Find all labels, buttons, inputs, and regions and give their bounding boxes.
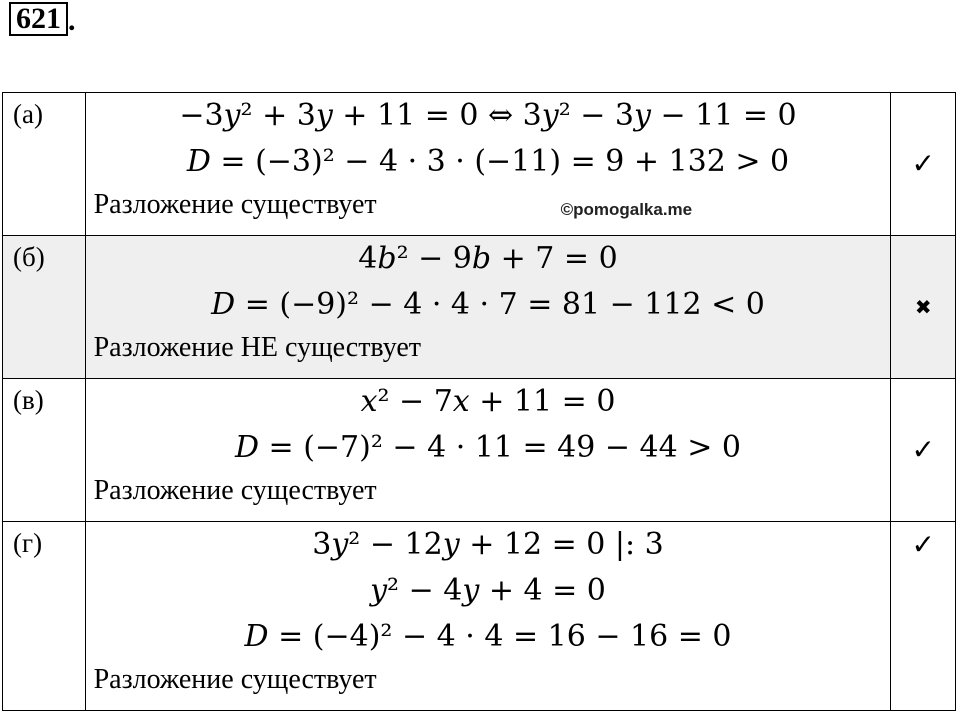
row-label: (а) bbox=[3, 93, 86, 236]
solution-table bbox=[2, 92, 956, 711]
equation-line: 𝑥² − 7𝑥 + 11 = 0 bbox=[360, 384, 616, 419]
conclusion-text: Разложение НЕ существует bbox=[93, 332, 421, 363]
conclusion-text: Разложение существует bbox=[93, 475, 377, 506]
cross-icon: ✖ bbox=[891, 236, 956, 379]
row-body bbox=[85, 522, 891, 711]
row-body bbox=[85, 379, 891, 522]
task-number-dot: . bbox=[68, 4, 76, 37]
conclusion-text: Разложение существует bbox=[93, 664, 377, 695]
equation-line: 𝐷 = (−4)² − 4 · 4 = 16 − 16 = 0 bbox=[244, 619, 732, 654]
check-icon: ✓ bbox=[891, 93, 956, 236]
equation-line: 𝐷 = (−7)² − 4 · 11 = 49 − 44 > 0 bbox=[234, 430, 742, 465]
row-body bbox=[85, 236, 891, 379]
equation-line: 3𝑦² − 12𝑦 + 12 = 0 |: 3 bbox=[312, 527, 664, 562]
table-row-d bbox=[3, 522, 956, 711]
equation-line: 4𝑏² − 9𝑏 + 7 = 0 bbox=[358, 241, 618, 276]
table-row-c bbox=[3, 379, 956, 522]
check-icon: ✓ bbox=[891, 379, 956, 522]
watermark: ©pomogalka.me bbox=[560, 200, 693, 219]
table-row-a bbox=[3, 93, 956, 236]
equation-line: −3𝑦² + 3𝑦 + 11 = 0 ⇔ 3𝑦² − 3𝑦 − 11 = 0 bbox=[179, 98, 797, 133]
equation-line: 𝐷 = (−3)² − 4 · 3 · (−11) = 9 + 132 > 0 bbox=[186, 144, 790, 179]
check-icon: ✓ bbox=[891, 522, 956, 711]
table-row-b bbox=[3, 236, 956, 379]
row-label: (г) bbox=[3, 522, 86, 711]
row-label: (б) bbox=[3, 236, 86, 379]
task-number-box: 621 bbox=[9, 2, 68, 36]
row-body bbox=[85, 93, 891, 236]
equation-line: 𝐷 = (−9)² − 4 · 4 · 7 = 81 − 112 < 0 bbox=[211, 287, 765, 322]
equation-line: 𝑦² − 4𝑦 + 4 = 0 bbox=[370, 573, 606, 608]
task-number bbox=[9, 4, 76, 36]
conclusion-text: Разложение существует bbox=[93, 189, 377, 220]
row-label: (в) bbox=[3, 379, 86, 522]
